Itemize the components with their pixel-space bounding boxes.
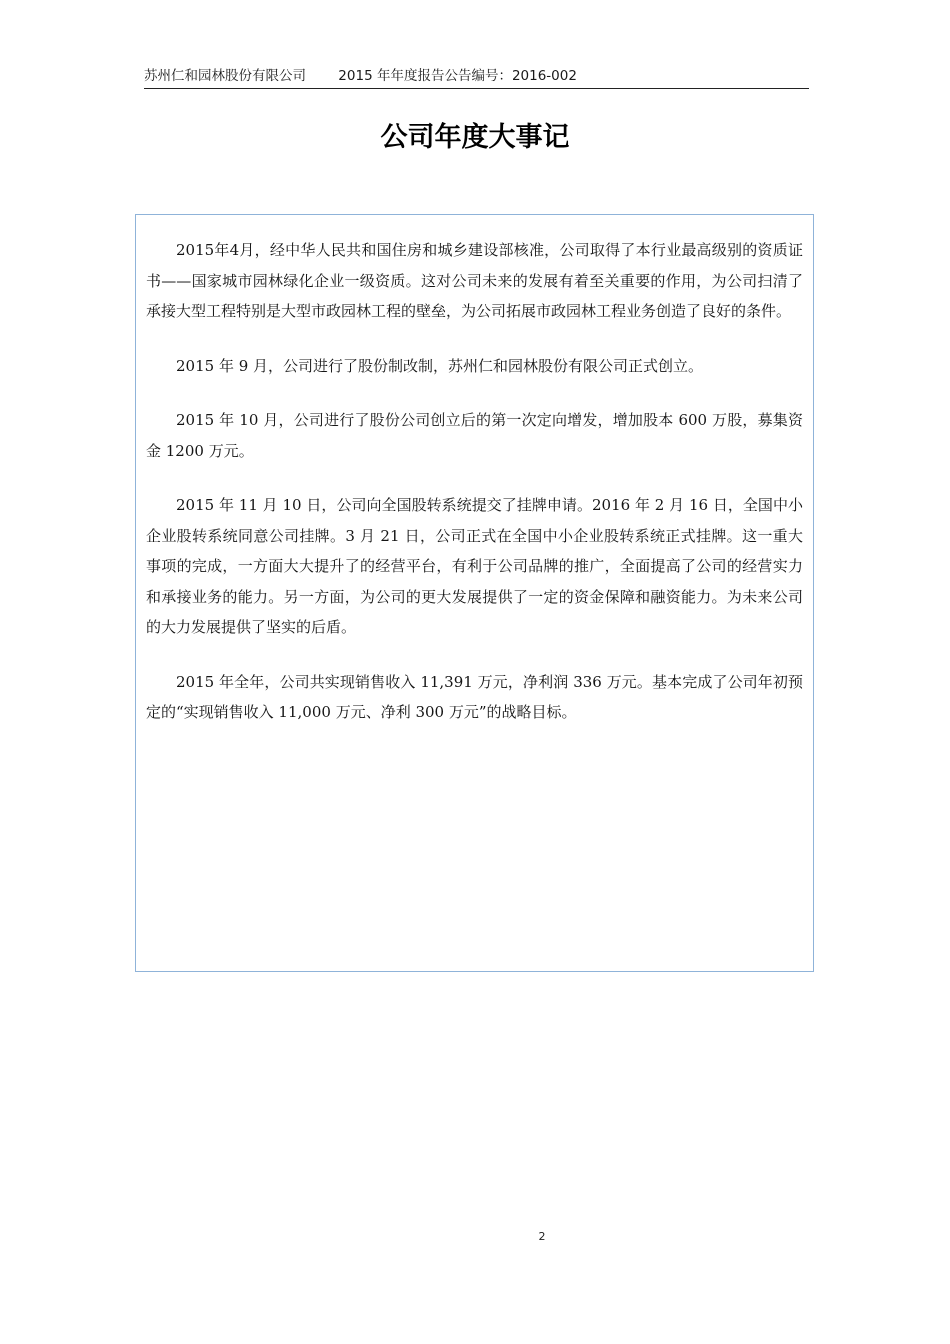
- header-report-number: 2015 年年度报告公告编号：2016-002: [338, 68, 577, 84]
- header-company-name: 苏州仁和园林股份有限公司: [144, 68, 306, 84]
- event-annual-results: 2015 年全年，公司共实现销售收入 11,391 万元，净利润 336 万元。基本完成了公司年初预定的“实现销售收入 11,000 万元、净利 300 万元”的战略目标。: [146, 672, 803, 721]
- event-listing: 2015 年 11 月 10 日，公司向全国股转系统提交了挂牌申请。2016 年 2 月 16 日，全国中小企业股转系统同意公司挂牌。3 月 21 日，公司正式在全国中小企业股转系统正式挂牌。这一重大事项的完成，一方面大大提升了的经营平台，有利于公司品牌的推广，全面提高了公司的经营实力和承接业务的能力。另一方面，为公司的更大发展提供了一定的资金保障和融资能力。为未来公司的大力发展提供了坚实的后盾。: [146, 496, 803, 636]
- events-box: [135, 214, 814, 972]
- event-qualification: 2015年4月，经中华人民共和国住房和城乡建设部核准，公司取得了本行业最高级别的资质证书——国家城市园林绿化企业一级资质。这对公司未来的发展有着至关重要的作用，为公司扫清了承接大型工程特别是大型市政园林工程的壁垒，为公司拓展市政园林工程业务创造了良好的条件。: [146, 241, 803, 320]
- page-number: 2: [538, 1230, 546, 1243]
- page-title: 公司年度大事记: [380, 122, 570, 153]
- event-incorporation: 2015 年 9 月，公司进行了股份制改制，苏州仁和园林股份有限公司正式创立。: [176, 356, 704, 375]
- event-private-placement: 2015 年 10 月，公司进行了股份公司创立后的第一次定向增发，增加股本 600 万股，募集资金 1200 万元。: [146, 411, 803, 460]
- page-header: [144, 66, 809, 89]
